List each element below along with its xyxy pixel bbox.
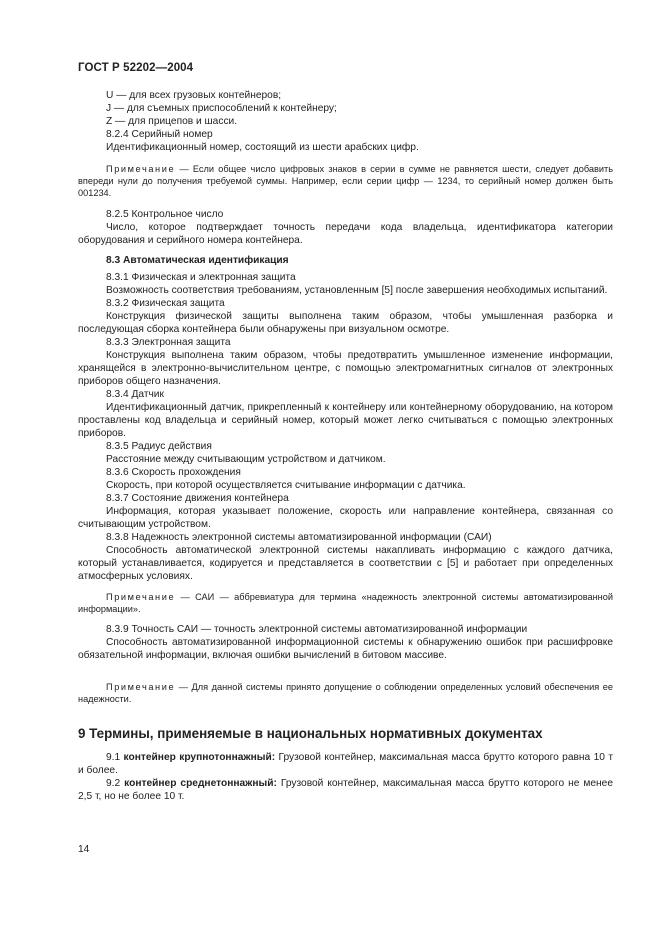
paragraph — [78, 751, 613, 777]
list-item: U — для всех грузовых контейнеров; — [106, 90, 282, 101]
clause-number: 9.1 — [106, 752, 124, 763]
subsection-heading: 8.3.4 Датчик — [106, 389, 164, 400]
section-heading: 8.3 Автоматическая идентификация — [106, 255, 289, 266]
note — [78, 591, 613, 615]
subsection-heading: 8.3.7 Состояние движения контейнера — [106, 493, 289, 504]
subsection-heading: 8.3.6 Скорость прохождения — [106, 467, 241, 478]
subsection-heading: 8.3.5 Радиус действия — [106, 441, 212, 452]
list-item: J — для съемных приспособлений к контейнеру; — [106, 103, 337, 114]
note-label: Примечание — [106, 682, 176, 692]
document-body — [78, 89, 613, 803]
paragraph: Возможность соответствия требованиям, установленным [5] после завершения необходимых испытаний. — [106, 285, 608, 296]
note-label: Примечание — [106, 592, 176, 602]
page-number: 14 — [78, 844, 90, 855]
document-header: ГОСТ Р 52202—2004 — [78, 62, 194, 74]
definition: Грузовой контейнер, максимальная масса брутто которого равна 10 т и более. — [78, 752, 613, 776]
paragraph: Идентификационный датчик, прикрепленный к контейнеру или контейнерному оборудованию, на котором проставлены код владельца и серийный номер, который может легко считываться с помощью электронных приборов. — [78, 402, 613, 439]
paragraph: Число, которое подтверждает точность передачи кода владельца, идентификатора категории оборудования и серийного номера контейнера. — [78, 222, 613, 246]
term: контейнер крупнотоннажный: — [123, 752, 276, 763]
subsection-heading: 8.2.4 Серийный номер — [106, 129, 213, 140]
subsection-heading: 8.3.1 Физическая и электронная защита — [106, 272, 296, 283]
paragraph — [78, 777, 613, 803]
paragraph: Конструкция физической защиты выполнена таким образом, чтобы умышленная разборка и последующая сборка контейнера были обнаружены при визуальном осмотре. — [78, 311, 613, 335]
subsection-heading: 8.3.8 Надежность электронной системы автоматизированной информации (САИ) — [106, 532, 492, 543]
note-text: — Если общее число цифровых знаков в серии в сумме не равняется шести, следует добавить впереди нули до получения требуемой суммы. Например, если серии цифр — 1234, то серийный номер должен быть 001234. — [78, 164, 613, 198]
section-heading: 9 Термины, применяемые в национальных нормативных документах — [78, 726, 543, 741]
note-label: Примечание — [106, 164, 176, 174]
paragraph: Конструкция выполнена таким образом, чтобы предотвратить умышленное изменение информации, хранящейся в электронно-вычислительном центре, с помощью электромагнитных сигналов от электронных приборов общего назначения. — [78, 350, 613, 387]
paragraph: Идентификационный номер, состоящий из шести арабских цифр. — [106, 142, 419, 153]
list-item: Z — для прицепов и шасси. — [106, 116, 238, 127]
term: контейнер среднетоннажный: — [124, 778, 277, 789]
paragraph: Способность автоматической электронной системы накапливать информацию с каждого датчика, который устанавливается, кодируется и представляется в соответствии с [5] и работает при определенных атмосферных условиях. — [78, 545, 613, 582]
subsection-heading: 8.3.2 Физическая защита — [106, 298, 225, 309]
paragraph: Скорость, при которой осуществляется считывание информации с датчика. — [106, 480, 466, 491]
definition: Грузовой контейнер, максимальная масса брутто которого не менее 2,5 т, но не более 10 т. — [78, 778, 613, 802]
paragraph: Информация, которая указывает положение, скорость или направление контейнера, связанная со считывающим устройством. — [78, 506, 613, 530]
subsection-heading: 8.3.3 Электронная защита — [106, 337, 231, 348]
paragraph: Расстояние между считывающим устройством и датчиком. — [106, 454, 386, 465]
subsection-heading: 8.3.9 Точность САИ — точность электронной системы автоматизированной информации — [106, 624, 528, 635]
paragraph: Способность автоматизированной информационной системы к обнаружению ошибок при расшифровке обязательной информации, включая ошибки вычислений в битовом массиве. — [78, 637, 613, 661]
note-text: — Для данной системы принято допущение о соблюдении определенных условий обеспечения ее надежности. — [78, 682, 613, 704]
note — [78, 681, 613, 705]
note-text: — САИ — аббревиатура для термина «надежность электронной системы автоматизированной информации». — [78, 592, 613, 614]
clause-number: 9.2 — [106, 778, 125, 789]
subsection-heading: 8.2.5 Контрольное число — [106, 209, 224, 220]
note — [78, 163, 613, 199]
